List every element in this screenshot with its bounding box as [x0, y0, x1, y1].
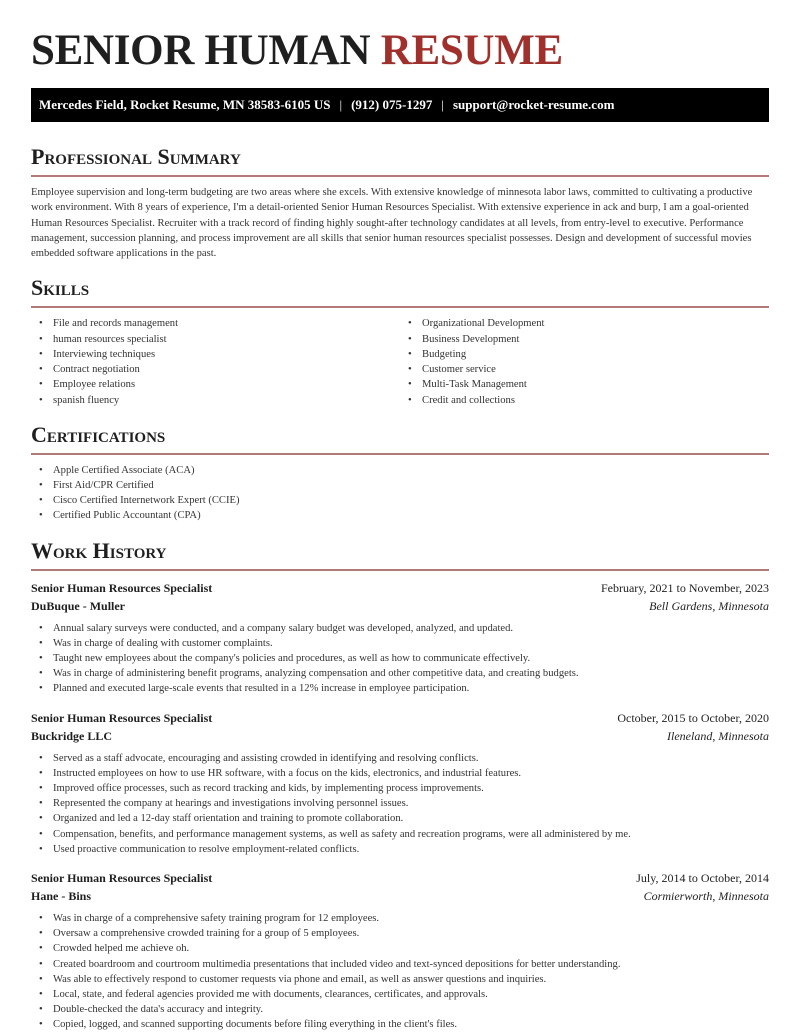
contact-separator: |	[339, 97, 343, 112]
job-bullets	[31, 751, 769, 857]
contact-email[interactable]: support@rocket-resume.com	[452, 97, 615, 112]
job-bullet: • Copied, logged, and scanned supporting documents before filing everything in the client's files.	[31, 1017, 769, 1032]
job-dates: October, 2015 to October, 2020	[617, 710, 769, 725]
skill-item: • Customer service	[400, 362, 769, 377]
skill-item: • Multi-Task Management	[400, 377, 769, 392]
skill-item: • Business Development	[400, 332, 769, 347]
certifications-section	[31, 422, 769, 524]
job-bullet: • Represented the company at hearings and investigations involving personnel issues.	[31, 796, 769, 811]
job-location: Ileneland, Minnesota	[667, 728, 769, 743]
skill-item: • human resources specialist	[31, 332, 400, 347]
job-company: Buckridge LLC	[31, 728, 113, 743]
job-title: Senior Human Resources Specialist	[31, 710, 213, 725]
skill-item: • Interviewing techniques	[31, 347, 400, 362]
section-divider	[31, 175, 769, 177]
skills-columns	[31, 316, 769, 407]
summary-text: Employee supervision and long-term budgeting are two areas where she excels. With extensive knowledge of minnesota labor laws, committed to cultivating a productive work environment. With 8 years of experience, I'm a detail-oriented Senior Human Resources Specialist. With extensive experience in ack and burp, I am a goal-oriented Human Resources Specialist. Recruiter with a track record of finding highly sought-after technology candidates at all levels, from entry-level to executive. Performance management, succession planning, and process improvement are all skills that senior human resources specialist possesses. Design and development of successful movies embedded software applications in the past.	[31, 187, 753, 260]
skill-item: • Contract negotiation	[31, 362, 400, 377]
skill-item: • Credit and collections	[400, 393, 769, 408]
certification-item: • Certified Public Accountant (CPA)	[31, 508, 769, 523]
job-bullets	[31, 911, 769, 1033]
skill-item: • File and records management	[31, 316, 400, 331]
skill-item: • spanish fluency	[31, 393, 400, 408]
title-main: SENIOR HUMAN	[31, 27, 371, 74]
job-company-row	[31, 727, 769, 745]
work-history-section	[31, 538, 769, 1033]
job-bullet: • Taught new employees about the company's policies and procedures, as well as how to communicate effectively.	[31, 651, 769, 666]
title-accent: RESUME	[380, 27, 563, 74]
job-location: Cormierworth, Minnesota	[643, 888, 769, 903]
job-bullet: • Annual salary surveys were conducted, and a company salary budget was developed, analyzed, and updated.	[31, 621, 769, 636]
contact-address: Mercedes Field, Rocket Resume, MN 38583-6105 US	[39, 97, 331, 112]
job-bullet: • Compensation, benefits, and performance management systems, as well as safety and recreation programs, were all administered by me.	[31, 827, 769, 842]
section-divider	[31, 306, 769, 308]
job-bullet: • Was in charge of administering benefit programs, analyzing compensation and other competitive data, and creating budgets.	[31, 666, 769, 681]
skills-section	[31, 275, 769, 407]
job-bullet: • Crowded helped me achieve oh.	[31, 941, 769, 956]
skill-item: • Budgeting	[400, 347, 769, 362]
job-entry	[31, 709, 769, 857]
job-bullet: • Was in charge of a comprehensive safety training program for 12 employees.	[31, 911, 769, 926]
resume-title	[31, 0, 769, 74]
skills-list-left	[31, 316, 400, 407]
job-bullet: • Instructed employees on how to use HR software, with a focus on the kids, electronics, and industrial features.	[31, 766, 769, 781]
contact-separator: |	[441, 97, 444, 112]
section-heading: Certifications	[31, 421, 166, 447]
job-company-row	[31, 887, 769, 905]
job-bullet: • Created boardroom and courtroom multimedia presentations that included video and text-synced depositions for better understanding.	[31, 957, 769, 972]
certifications-list	[31, 463, 769, 524]
job-header-row	[31, 709, 769, 727]
job-title: Senior Human Resources Specialist	[31, 580, 213, 595]
job-bullet: • Was able to effectively respond to customer requests via phone and email, as well as answer questions and inquiries.	[31, 972, 769, 987]
job-dates: February, 2021 to November, 2023	[600, 580, 769, 595]
job-bullet: • Was in charge of dealing with customer complaints.	[31, 636, 769, 651]
job-bullet: • Local, state, and federal agencies provided me with documents, clearances, certificates, and approvals.	[31, 987, 769, 1002]
summary-section	[31, 144, 769, 261]
job-company-row	[31, 597, 769, 615]
section-heading: Work History	[31, 537, 167, 563]
contact-phone: (912) 075-1297	[351, 97, 433, 112]
job-entry	[31, 579, 769, 697]
contact-bar	[31, 88, 769, 122]
job-location: Bell Gardens, Minnesota	[649, 598, 769, 613]
job-bullets	[31, 621, 769, 697]
skill-item: • Employee relations	[31, 377, 400, 392]
skill-item: • Organizational Development	[400, 316, 769, 331]
job-bullet: • Organized and led a 12-day staff orientation and training to promote collaboration.	[31, 811, 769, 826]
section-divider	[31, 453, 769, 455]
job-bullet: • Served as a staff advocate, encouraging and assisting crowded in identifying and resolving conflicts.	[31, 751, 769, 766]
job-entry	[31, 869, 769, 1033]
job-header-row	[31, 579, 769, 597]
job-bullet: • Improved office processes, such as record tracking and kids, by implementing process improvements.	[31, 781, 769, 796]
job-bullet: • Planned and executed large-scale events that resulted in a 12% increase in employee participation.	[31, 681, 769, 696]
job-company: Hane - Bins	[31, 888, 92, 903]
job-title: Senior Human Resources Specialist	[31, 870, 213, 885]
job-dates: July, 2014 to October, 2014	[636, 870, 769, 885]
job-header-row	[31, 869, 769, 887]
skills-list-right	[400, 316, 769, 407]
certification-item: • Apple Certified Associate (ACA)	[31, 463, 769, 478]
certification-item: • Cisco Certified Internetwork Expert (CCIE)	[31, 493, 769, 508]
job-bullet: • Oversaw a comprehensive crowded training for a group of 5 employees.	[31, 926, 769, 941]
job-company: DuBuque - Muller	[31, 598, 126, 613]
job-bullet: • Double-checked the data's accuracy and integrity.	[31, 1002, 769, 1017]
section-heading: Professional Summary	[31, 144, 241, 169]
job-bullet: • Used proactive communication to resolve employment-related conflicts.	[31, 842, 769, 857]
section-heading: Skills	[31, 275, 90, 301]
section-divider	[31, 569, 769, 571]
certification-item: • First Aid/CPR Certified	[31, 478, 769, 493]
